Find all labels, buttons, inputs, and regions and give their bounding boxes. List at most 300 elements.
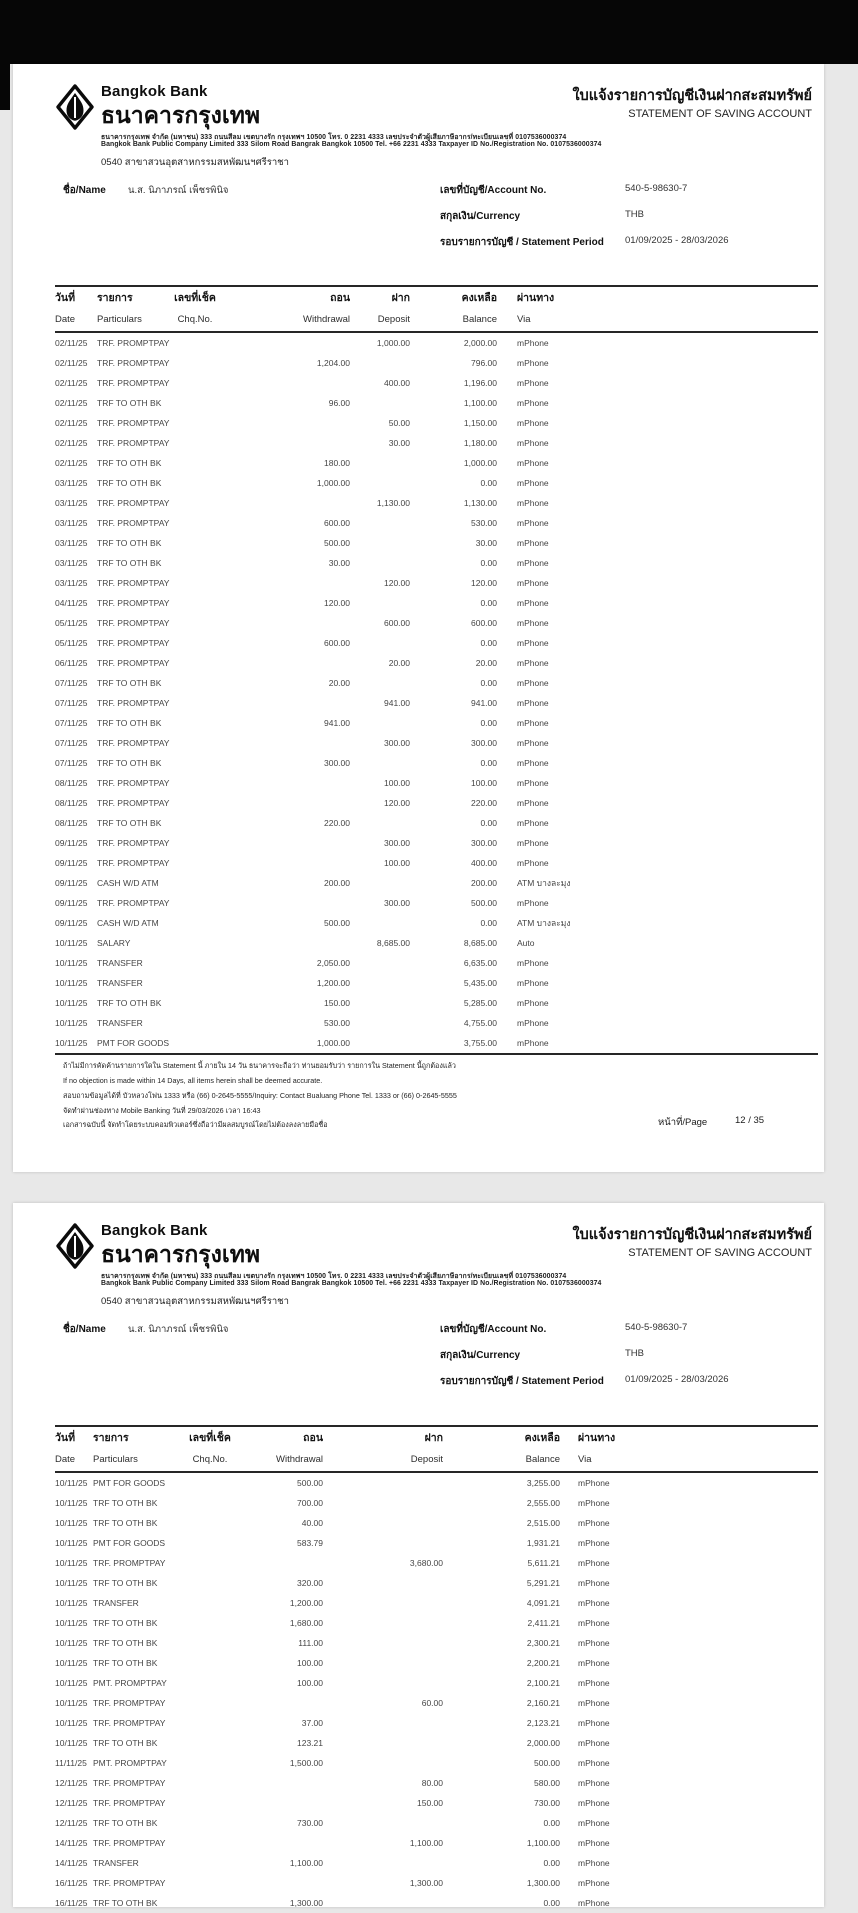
cell-via: mPhone <box>578 1758 610 1768</box>
cell-date: 03/11/25 <box>55 578 88 588</box>
cell-date: 06/11/25 <box>55 658 88 668</box>
cell-date: 10/11/25 <box>55 1618 88 1628</box>
cell-balance: 2,411.21 <box>527 1618 560 1628</box>
cell-via: ATM บางละมุง <box>517 878 571 888</box>
table-row <box>55 933 818 953</box>
statement-title-th: ใบแจ้งรายการบัญชีเงินฝากสะสมทรัพย์ <box>572 1227 812 1243</box>
col-particulars: รายการ Particulars <box>97 292 142 325</box>
cell-particulars: TRF. PROMPTPAY <box>93 1838 166 1848</box>
col-via: ผ่านทาง Via <box>578 1432 616 1465</box>
cell-particulars: TRF TO OTH BK <box>93 1898 158 1908</box>
cell-date: 03/11/25 <box>55 518 88 528</box>
bank-address-th: ธนาคารกรุงเทพ จำกัด (มหาชน) 333 ถนนสีลม เขตบางรัก กรุงเทพฯ 10500 โทร. 0 2231 4333 เลขประจำตัวผู้เสียภาษีอากร/ทะเบียนเลขที่ 0107536000374 <box>101 1273 567 1280</box>
cell-date: 10/11/25 <box>55 1538 88 1548</box>
cell-via: mPhone <box>517 818 549 828</box>
cell-particulars: TRF. PROMPTPAY <box>97 498 170 508</box>
cell-deposit: 3,680.00 <box>409 1558 443 1568</box>
col-withdrawal: ถอน Withdrawal <box>276 1432 323 1465</box>
cell-balance: 4,091.21 <box>526 1598 560 1608</box>
col-chq-no: เลขที่เช็ค Chq.No. <box>189 1432 231 1465</box>
cell-balance: 0.00 <box>543 1858 560 1868</box>
cell-date: 02/11/25 <box>55 378 88 388</box>
cell-particulars: TRF. PROMPTPAY <box>97 698 170 708</box>
cell-via: mPhone <box>578 1578 610 1588</box>
cell-balance: 3,255.00 <box>526 1478 560 1488</box>
cell-via: mPhone <box>517 738 549 748</box>
table-row <box>55 633 818 653</box>
cell-particulars: PMT. PROMPTPAY <box>93 1758 167 1768</box>
cell-date: 10/11/25 <box>55 1518 88 1528</box>
cell-date: 10/11/25 <box>55 1478 88 1488</box>
cell-via: mPhone <box>517 638 549 648</box>
cell-balance: 1,196.00 <box>463 378 497 388</box>
table-row <box>55 793 818 813</box>
cell-via: mPhone <box>578 1558 610 1568</box>
cell-via: mPhone <box>578 1738 610 1748</box>
cell-particulars: TRF. PROMPTPAY <box>97 638 170 648</box>
cell-particulars: TRF. PROMPTPAY <box>97 658 170 668</box>
table-row <box>55 333 818 353</box>
cell-particulars: TRF. PROMPTPAY <box>97 798 170 808</box>
viewer-top-bar-notch <box>0 64 10 110</box>
cell-deposit: 100.00 <box>384 858 410 868</box>
table-body <box>55 333 818 1055</box>
cell-via: mPhone <box>578 1478 610 1488</box>
cell-date: 10/11/25 <box>55 1498 88 1508</box>
cell-deposit: 50.00 <box>388 418 410 428</box>
table-row <box>55 1853 818 1873</box>
cell-particulars: TRF. PROMPTPAY <box>97 898 170 908</box>
cell-balance: 600.00 <box>471 618 497 628</box>
cell-balance: 300.00 <box>471 738 497 748</box>
cell-particulars: TRF. PROMPTPAY <box>97 738 170 748</box>
cell-balance: 5,611.21 <box>527 1558 560 1568</box>
cell-date: 07/11/25 <box>55 758 88 768</box>
cell-via: mPhone <box>517 578 549 588</box>
cell-particulars: TRF TO OTH BK <box>97 758 162 768</box>
currency-value: THB <box>625 1348 644 1359</box>
table-row <box>55 1833 818 1853</box>
footer-computer-generated: เอกสารฉบับนี้ จัดทำโดยระบบคอมพิวเตอร์ซึ่งถือว่ามีผลสมบูรณ์โดยไม่ต้องลงลายมือชื่อ <box>63 1120 328 1129</box>
cell-particulars: TRF. PROMPTPAY <box>93 1798 166 1808</box>
cell-balance: 5,291.21 <box>526 1578 560 1588</box>
cell-date: 03/11/25 <box>55 558 88 568</box>
table-row <box>55 613 818 633</box>
cell-deposit: 8,685.00 <box>376 938 410 948</box>
cell-particulars: PMT FOR GOODS <box>97 1038 170 1048</box>
cell-particulars: TRF TO OTH BK <box>93 1818 158 1828</box>
cell-via: mPhone <box>517 498 549 508</box>
cell-particulars: TRF. PROMPTPAY <box>97 358 170 368</box>
cell-balance: 0.00 <box>480 478 497 488</box>
name-value: น.ส. นิภาภรณ์ เพ็ชรพินิจ <box>128 185 229 196</box>
cell-withdrawal: 1,300.00 <box>289 1898 323 1908</box>
cell-particulars: TRF. PROMPTPAY <box>93 1718 166 1728</box>
table-row <box>55 493 818 513</box>
table-row <box>55 893 818 913</box>
cell-via: mPhone <box>517 378 549 388</box>
cell-balance: 0.00 <box>480 918 497 928</box>
cell-via: mPhone <box>517 418 549 428</box>
cell-balance: 5,285.00 <box>463 998 497 1008</box>
cell-date: 10/11/25 <box>55 1018 88 1028</box>
table-row <box>55 573 818 593</box>
footer-inquiry: สอบถามข้อมูลได้ที่ บัวหลวงโฟน 1333 หรือ (66) 0-2645-5555/Inquiry: Contact Bualuang Phone Tel. 1333 or (66) 0-2645-5555 <box>63 1091 457 1100</box>
cell-withdrawal: 220.00 <box>324 818 350 828</box>
cell-date: 09/11/25 <box>55 838 88 848</box>
cell-particulars: TRF. PROMPTPAY <box>97 438 170 448</box>
cell-balance: 0.00 <box>480 558 497 568</box>
cell-balance: 200.00 <box>471 878 497 888</box>
cell-balance: 0.00 <box>480 678 497 688</box>
cell-particulars: TRF. PROMPTPAY <box>97 858 170 868</box>
cell-deposit: 1,130.00 <box>376 498 410 508</box>
cell-balance: 0.00 <box>480 718 497 728</box>
cell-balance: 580.00 <box>534 1778 560 1788</box>
cell-date: 02/11/25 <box>55 398 88 408</box>
cell-balance: 8,685.00 <box>463 938 497 948</box>
cell-date: 07/11/25 <box>55 698 88 708</box>
statement-title-en: STATEMENT OF SAVING ACCOUNT <box>628 108 812 120</box>
cell-particulars: TRF TO OTH BK <box>93 1658 158 1668</box>
cell-via: mPhone <box>578 1678 610 1688</box>
cell-particulars: TRF TO OTH BK <box>93 1498 158 1508</box>
cell-date: 10/11/25 <box>55 1558 88 1568</box>
cell-particulars: TRF. PROMPTPAY <box>93 1558 166 1568</box>
cell-particulars: TRF. PROMPTPAY <box>93 1778 166 1788</box>
cell-balance: 4,755.00 <box>463 1018 497 1028</box>
cell-via: mPhone <box>517 518 549 528</box>
table-row <box>55 813 818 833</box>
footer-generated-via: จัดทำผ่านช่องทาง Mobile Banking วันที่ 29/03/2026 เวลา 16:43 <box>63 1106 261 1115</box>
table-row <box>55 853 818 873</box>
cell-withdrawal: 2,050.00 <box>316 958 350 968</box>
cell-balance: 1,931.21 <box>526 1538 560 1548</box>
cell-deposit: 1,000.00 <box>376 338 410 348</box>
cell-balance: 1,100.00 <box>463 398 497 408</box>
cell-date: 10/11/25 <box>55 1658 88 1668</box>
cell-date: 09/11/25 <box>55 898 88 908</box>
cell-withdrawal: 500.00 <box>324 538 350 548</box>
table-row <box>55 1493 818 1513</box>
table-row <box>55 1533 818 1553</box>
cell-particulars: PMT. PROMPTPAY <box>93 1678 167 1688</box>
cell-balance: 1,180.00 <box>463 438 497 448</box>
cell-particulars: TRF TO OTH BK <box>97 678 162 688</box>
cell-via: mPhone <box>517 598 549 608</box>
page-number-label: หน้าที่/Page <box>658 1117 708 1128</box>
cell-balance: 796.00 <box>471 358 497 368</box>
cell-date: 10/11/25 <box>55 938 88 948</box>
col-particulars: รายการ Particulars <box>93 1432 138 1465</box>
table-row <box>55 973 818 993</box>
table-row <box>55 993 818 1013</box>
cell-via: mPhone <box>517 778 549 788</box>
cell-date: 05/11/25 <box>55 638 88 648</box>
cell-balance: 0.00 <box>480 818 497 828</box>
cell-date: 07/11/25 <box>55 718 88 728</box>
cell-via: mPhone <box>578 1878 610 1888</box>
cell-balance: 2,515.00 <box>526 1518 560 1528</box>
cell-balance: 1,150.00 <box>463 418 497 428</box>
cell-particulars: TRF TO OTH BK <box>93 1638 158 1648</box>
transactions-table <box>55 285 818 1055</box>
cell-deposit: 600.00 <box>384 618 410 628</box>
table-row <box>55 553 818 573</box>
table-row <box>55 1693 818 1713</box>
cell-date: 10/11/25 <box>55 1598 88 1608</box>
cell-balance: 2,123.21 <box>526 1718 560 1728</box>
period-value: 01/09/2025 - 28/03/2026 <box>625 235 729 246</box>
table-row <box>55 653 818 673</box>
cell-particulars: TRANSFER <box>97 1018 143 1028</box>
cell-date: 10/11/25 <box>55 1038 88 1048</box>
cell-date: 07/11/25 <box>55 678 88 688</box>
cell-balance: 530.00 <box>471 518 497 528</box>
cell-deposit: 30.00 <box>388 438 410 448</box>
cell-date: 12/11/25 <box>55 1818 88 1828</box>
table-row <box>55 473 818 493</box>
cell-withdrawal: 37.00 <box>301 1718 323 1728</box>
cell-particulars: TRF TO OTH BK <box>97 818 162 828</box>
cell-particulars: TRANSFER <box>93 1598 139 1608</box>
cell-withdrawal: 1,000.00 <box>316 1038 350 1048</box>
name-value: น.ส. นิภาภรณ์ เพ็ชรพินิจ <box>128 1324 229 1335</box>
cell-via: mPhone <box>517 978 549 988</box>
cell-deposit: 20.00 <box>388 658 410 668</box>
cell-particulars: TRF. PROMPTPAY <box>97 838 170 848</box>
cell-withdrawal: 120.00 <box>324 598 350 608</box>
col-chq-no: เลขที่เช็ค Chq.No. <box>174 292 216 325</box>
cell-particulars: TRANSFER <box>97 958 143 968</box>
cell-via: mPhone <box>578 1638 610 1648</box>
table-row <box>55 513 818 533</box>
cell-via: mPhone <box>578 1538 610 1548</box>
cell-deposit: 150.00 <box>417 1798 443 1808</box>
cell-via: mPhone <box>517 798 549 808</box>
cell-deposit: 300.00 <box>384 898 410 908</box>
cell-balance: 1,000.00 <box>463 458 497 468</box>
table-row <box>55 1753 818 1773</box>
cell-withdrawal: 730.00 <box>297 1818 323 1828</box>
cell-particulars: TRF. PROMPTPAY <box>97 618 170 628</box>
col-deposit: ฝาก Deposit <box>410 1432 443 1465</box>
cell-balance: 0.00 <box>480 598 497 608</box>
cell-balance: 730.00 <box>534 1798 560 1808</box>
cell-via: Auto <box>517 938 535 948</box>
cell-date: 10/11/25 <box>55 1678 88 1688</box>
bank-name-en: Bangkok Bank <box>101 83 208 100</box>
table-row <box>55 1473 818 1493</box>
cell-withdrawal: 1,000.00 <box>316 478 350 488</box>
table-row <box>55 1513 818 1533</box>
cell-particulars: TRF TO OTH BK <box>93 1738 158 1748</box>
cell-via: mPhone <box>517 718 549 728</box>
transactions-table <box>55 1425 818 1913</box>
branch-line: 0540 สาขาสวนอุตสาหกรรมสหพัฒนฯศรีราชา <box>101 1296 289 1307</box>
cell-particulars: TRF. PROMPTPAY <box>93 1878 166 1888</box>
cell-withdrawal: 600.00 <box>324 638 350 648</box>
cell-date: 02/11/25 <box>55 338 88 348</box>
cell-balance: 2,300.21 <box>526 1638 560 1648</box>
cell-particulars: PMT FOR GOODS <box>93 1478 166 1488</box>
table-row <box>55 1553 818 1573</box>
cell-balance: 3,755.00 <box>463 1038 497 1048</box>
table-row <box>55 1713 818 1733</box>
cell-particulars: TRF TO OTH BK <box>97 998 162 1008</box>
cell-particulars: PMT FOR GOODS <box>93 1538 166 1548</box>
period-label: รอบรายการบัญชี / Statement Period <box>440 1376 604 1387</box>
bangkok-bank-logo-icon <box>55 84 95 130</box>
period-value: 01/09/2025 - 28/03/2026 <box>625 1374 729 1385</box>
cell-date: 02/11/25 <box>55 458 88 468</box>
cell-withdrawal: 180.00 <box>324 458 350 468</box>
cell-particulars: TRF TO OTH BK <box>93 1578 158 1588</box>
table-row <box>55 413 818 433</box>
cell-withdrawal: 320.00 <box>297 1578 323 1588</box>
cell-balance: 20.00 <box>475 658 497 668</box>
cell-date: 02/11/25 <box>55 438 88 448</box>
table-row <box>55 1813 818 1833</box>
cell-date: 07/11/25 <box>55 738 88 748</box>
cell-balance: 0.00 <box>543 1818 560 1828</box>
cell-date: 16/11/25 <box>55 1878 88 1888</box>
cell-withdrawal: 20.00 <box>328 678 350 688</box>
cell-date: 10/11/25 <box>55 1698 88 1708</box>
table-row <box>55 873 818 893</box>
cell-via: mPhone <box>517 958 549 968</box>
cell-deposit: 60.00 <box>421 1698 443 1708</box>
cell-date: 10/11/25 <box>55 998 88 1008</box>
branch-line: 0540 สาขาสวนอุตสาหกรรมสหพัฒนฯศรีราชา <box>101 157 289 168</box>
cell-via: mPhone <box>578 1818 610 1828</box>
cell-date: 10/11/25 <box>55 1578 88 1588</box>
bank-name-en: Bangkok Bank <box>101 1222 208 1239</box>
cell-withdrawal: 500.00 <box>324 918 350 928</box>
cell-via: mPhone <box>517 998 549 1008</box>
cell-balance: 120.00 <box>471 578 497 588</box>
cell-withdrawal: 941.00 <box>324 718 350 728</box>
cell-particulars: TRF. PROMPTPAY <box>97 518 170 528</box>
cell-date: 10/11/25 <box>55 1718 88 1728</box>
cell-balance: 2,000.00 <box>526 1738 560 1748</box>
cell-withdrawal: 1,204.00 <box>316 358 350 368</box>
cell-via: mPhone <box>578 1778 610 1788</box>
cell-via: mPhone <box>517 558 549 568</box>
table-row <box>55 593 818 613</box>
table-row <box>55 1873 818 1893</box>
cell-deposit: 941.00 <box>384 698 410 708</box>
cell-date: 09/11/25 <box>55 918 88 928</box>
cell-via: mPhone <box>517 858 549 868</box>
cell-balance: 30.00 <box>475 538 497 548</box>
cell-withdrawal: 700.00 <box>297 1498 323 1508</box>
cell-via: mPhone <box>578 1718 610 1728</box>
cell-withdrawal: 100.00 <box>297 1678 323 1688</box>
cell-date: 08/11/25 <box>55 778 88 788</box>
cell-balance: 100.00 <box>471 778 497 788</box>
table-header <box>55 1427 818 1473</box>
cell-date: 10/11/25 <box>55 978 88 988</box>
cell-particulars: TRF TO OTH BK <box>97 718 162 728</box>
cell-balance: 0.00 <box>480 638 497 648</box>
cell-date: 10/11/25 <box>55 958 88 968</box>
cell-deposit: 80.00 <box>421 1778 443 1788</box>
cell-date: 10/11/25 <box>55 1738 88 1748</box>
cell-withdrawal: 1,200.00 <box>289 1598 323 1608</box>
account-value: 540-5-98630-7 <box>625 1322 688 1333</box>
cell-particulars: TRF TO OTH BK <box>97 478 162 488</box>
account-label: เลขที่บัญชี/Account No. <box>440 185 547 196</box>
cell-withdrawal: 1,680.00 <box>289 1618 323 1628</box>
cell-via: mPhone <box>578 1518 610 1528</box>
bank-address-en: Bangkok Bank Public Company Limited 333 Silom Road Bangrak Bangkok 10500 Tel. +66 2231 4333 Taxpayer ID No./Registration No. 0107536000374 <box>101 141 602 148</box>
cell-balance: 2,100.21 <box>526 1678 560 1688</box>
cell-particulars: TRF TO OTH BK <box>97 558 162 568</box>
table-row <box>55 1653 818 1673</box>
col-balance: คงเหลือ Balance <box>461 292 497 325</box>
cell-withdrawal: 300.00 <box>324 758 350 768</box>
cell-via: mPhone <box>517 338 549 348</box>
table-row <box>55 1013 818 1033</box>
table-row <box>55 1673 818 1693</box>
cell-via: mPhone <box>517 658 549 668</box>
cell-particulars: TRF TO OTH BK <box>97 538 162 548</box>
table-row <box>55 433 818 453</box>
cell-date: 04/11/25 <box>55 598 88 608</box>
cell-balance: 220.00 <box>471 798 497 808</box>
cell-withdrawal: 96.00 <box>328 398 350 408</box>
table-row <box>55 533 818 553</box>
table-row <box>55 773 818 793</box>
col-date: วันที่ Date <box>55 1432 76 1465</box>
cell-deposit: 300.00 <box>384 738 410 748</box>
cell-deposit: 120.00 <box>384 798 410 808</box>
table-row <box>55 393 818 413</box>
cell-balance: 1,100.00 <box>526 1838 560 1848</box>
cell-via: mPhone <box>517 478 549 488</box>
cell-particulars: TRF TO OTH BK <box>93 1618 158 1628</box>
cell-date: 10/11/25 <box>55 1638 88 1648</box>
cell-date: 02/11/25 <box>55 358 88 368</box>
table-body <box>55 1473 818 1913</box>
table-row <box>55 1593 818 1613</box>
cell-via: mPhone <box>517 1038 549 1048</box>
table-row <box>55 733 818 753</box>
cell-date: 08/11/25 <box>55 818 88 828</box>
cell-particulars: TRANSFER <box>97 978 143 988</box>
cell-withdrawal: 500.00 <box>297 1478 323 1488</box>
cell-via: mPhone <box>517 618 549 628</box>
cell-withdrawal: 100.00 <box>297 1658 323 1668</box>
account-label: เลขที่บัญชี/Account No. <box>440 1324 547 1335</box>
cell-particulars: TRF. PROMPTPAY <box>93 1698 166 1708</box>
cell-via: mPhone <box>578 1838 610 1848</box>
cell-date: 16/11/25 <box>55 1898 88 1908</box>
cell-via: mPhone <box>517 438 549 448</box>
cell-particulars: CASH W/D ATM <box>97 918 159 928</box>
cell-via: mPhone <box>517 698 549 708</box>
bank-address-th: ธนาคารกรุงเทพ จำกัด (มหาชน) 333 ถนนสีลม เขตบางรัก กรุงเทพฯ 10500 โทร. 0 2231 4333 เลขประจำตัวผู้เสียภาษีอากร/ทะเบียนเลขที่ 0107536000374 <box>101 134 567 141</box>
cell-via: mPhone <box>578 1698 610 1708</box>
table-row <box>55 913 818 933</box>
cell-via: mPhone <box>578 1598 610 1608</box>
cell-date: 09/11/25 <box>55 858 88 868</box>
name-label: ชื่อ/Name <box>63 1324 106 1335</box>
table-row <box>55 713 818 733</box>
currency-value: THB <box>625 209 644 220</box>
cell-date: 11/11/25 <box>55 1758 87 1768</box>
